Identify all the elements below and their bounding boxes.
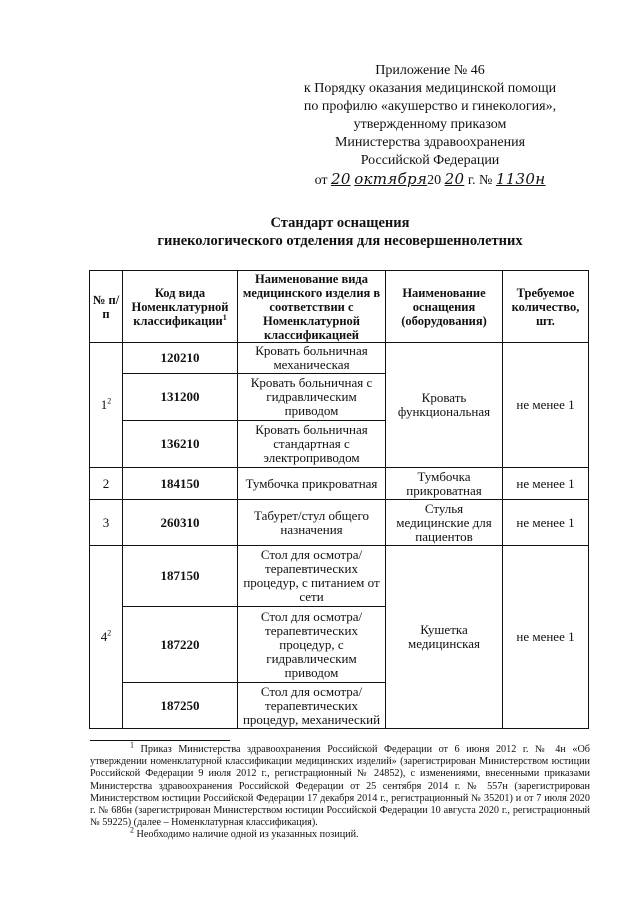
- date-prefix: от: [314, 173, 328, 188]
- footnote-mark: 1: [130, 740, 134, 750]
- code-cell: 184150: [123, 468, 238, 500]
- row-number: $1^2$: [90, 343, 123, 468]
- code-cell: 136210: [123, 421, 238, 468]
- device-name-cell: Кровать больничная механическая: [238, 343, 386, 374]
- table-row: [90, 546, 589, 607]
- footnote-ref: 2: [107, 396, 112, 406]
- year-prefix: 20: [427, 173, 442, 188]
- handwritten-year: 20: [444, 170, 465, 188]
- code-cell: 187150: [123, 546, 238, 607]
- equipment-cell: Кушетка медицинская: [386, 546, 503, 729]
- table-row: [90, 343, 589, 374]
- code-cell: 131200: [123, 374, 238, 421]
- footnote-mark: 2: [130, 826, 134, 836]
- order-number-label: г. №: [467, 173, 493, 188]
- quantity-cell: не менее 1: [503, 546, 589, 729]
- title-line: Стандарт оснащения: [270, 215, 410, 231]
- device-name-cell: Кровать больничная с гидравлическим приводом: [238, 374, 386, 421]
- code-cell: 120210: [123, 343, 238, 374]
- code-cell: 260310: [123, 500, 238, 546]
- device-name-cell: Стол для осмотра/терапевтических процедур, механический: [238, 683, 386, 729]
- title-line: гинекологического отделения для несовершеннолетних: [157, 233, 523, 249]
- footnote: $^1$ Приказ Министерства здравоохранения Российской Федерации от 6 июня 2012 г. № 4н «Об утверждении номенклатурной классификации медицинских изделий» (зарегистрирован Министерством юстиции Российской Федерации 9 июля 2012 г., регистрационный № 24852), с изменениями, внесенными приказами Министерства здравоохранения Российской Федерации от 25 сентября 2014 г. № 557н (зарегистрирован Министерством юстиции Российской Федерации 17 декабря 2014 г., регистрационный № 35201) и от 7 июля 2020 г. № 686н (зарегистрирован Министерством юстиции Российской Федерации 10 августа 2020 г., регистрационный № 59225) (далее – Номенклатурная классификация).: [90, 740, 590, 829]
- row-number: 2: [90, 468, 123, 500]
- device-name-cell: Стол для осмотра/терапевтических процедур, с питанием от сети: [238, 546, 386, 607]
- header-quantity: Требуемое количество, шт.: [503, 271, 589, 343]
- footnote-divider: [90, 740, 230, 741]
- equipment-cell: Кровать функциональная: [386, 343, 503, 468]
- handwritten-month: октября: [354, 170, 428, 188]
- code-cell: 187250: [123, 683, 238, 729]
- handwritten-day: 20: [331, 170, 351, 188]
- equipment-cell: Стулья медицинские для пациентов: [386, 500, 503, 546]
- header-equipment: Наименование оснащения (оборудования): [386, 271, 503, 343]
- header-name: Наименование вида медицинского изделия в соответствии с Номенклатурной классификацией: [238, 271, 386, 343]
- appendix-header: [280, 62, 580, 190]
- quantity-cell: не менее 1: [503, 343, 589, 468]
- table-header-row: [90, 271, 589, 343]
- header-code: Код вида Номенклатурной классификации$^1$: [123, 271, 238, 343]
- header-line: утвержденному приказом: [353, 117, 507, 132]
- row-number: 3: [90, 500, 123, 546]
- footnote: $^2$ Необходимо наличие одной из указанных позиций.: [130, 826, 359, 841]
- header-line: Российской Федерации: [360, 153, 500, 168]
- device-name-cell: Стол для осмотра/терапевтических процедур, с гидравлическим приводом: [238, 607, 386, 683]
- equipment-cell: Тумбочка прикроватная: [386, 468, 503, 500]
- footnote-ref: 2: [107, 628, 112, 638]
- quantity-cell: не менее 1: [503, 500, 589, 546]
- header-line: к Порядку оказания медицинской помощи: [303, 81, 557, 96]
- code-cell: 187220: [123, 607, 238, 683]
- quantity-cell: не менее 1: [503, 468, 589, 500]
- equipment-table: [89, 270, 589, 729]
- handwritten-order-number: 1130н: [495, 170, 546, 188]
- footnote-ref: 1: [222, 312, 227, 322]
- header-line: по профилю «акушерство и гинекология»,: [303, 99, 557, 114]
- header-line: Министерства здравоохранения: [334, 135, 526, 150]
- device-name-cell: Кровать больничная стандартная с электроприводом: [238, 421, 386, 468]
- device-name-cell: Табурет/стул общего назначения: [238, 500, 386, 546]
- appendix-number: Приложение № 46: [375, 63, 485, 78]
- table-row: [90, 468, 589, 500]
- header-num: № п/п: [90, 271, 123, 343]
- document-title: [90, 214, 590, 250]
- footnotes: [90, 740, 590, 842]
- order-date-line: [280, 170, 580, 190]
- device-name-cell: Тумбочка прикроватная: [238, 468, 386, 500]
- row-number: $4^2$: [90, 546, 123, 729]
- table-row: [90, 500, 589, 546]
